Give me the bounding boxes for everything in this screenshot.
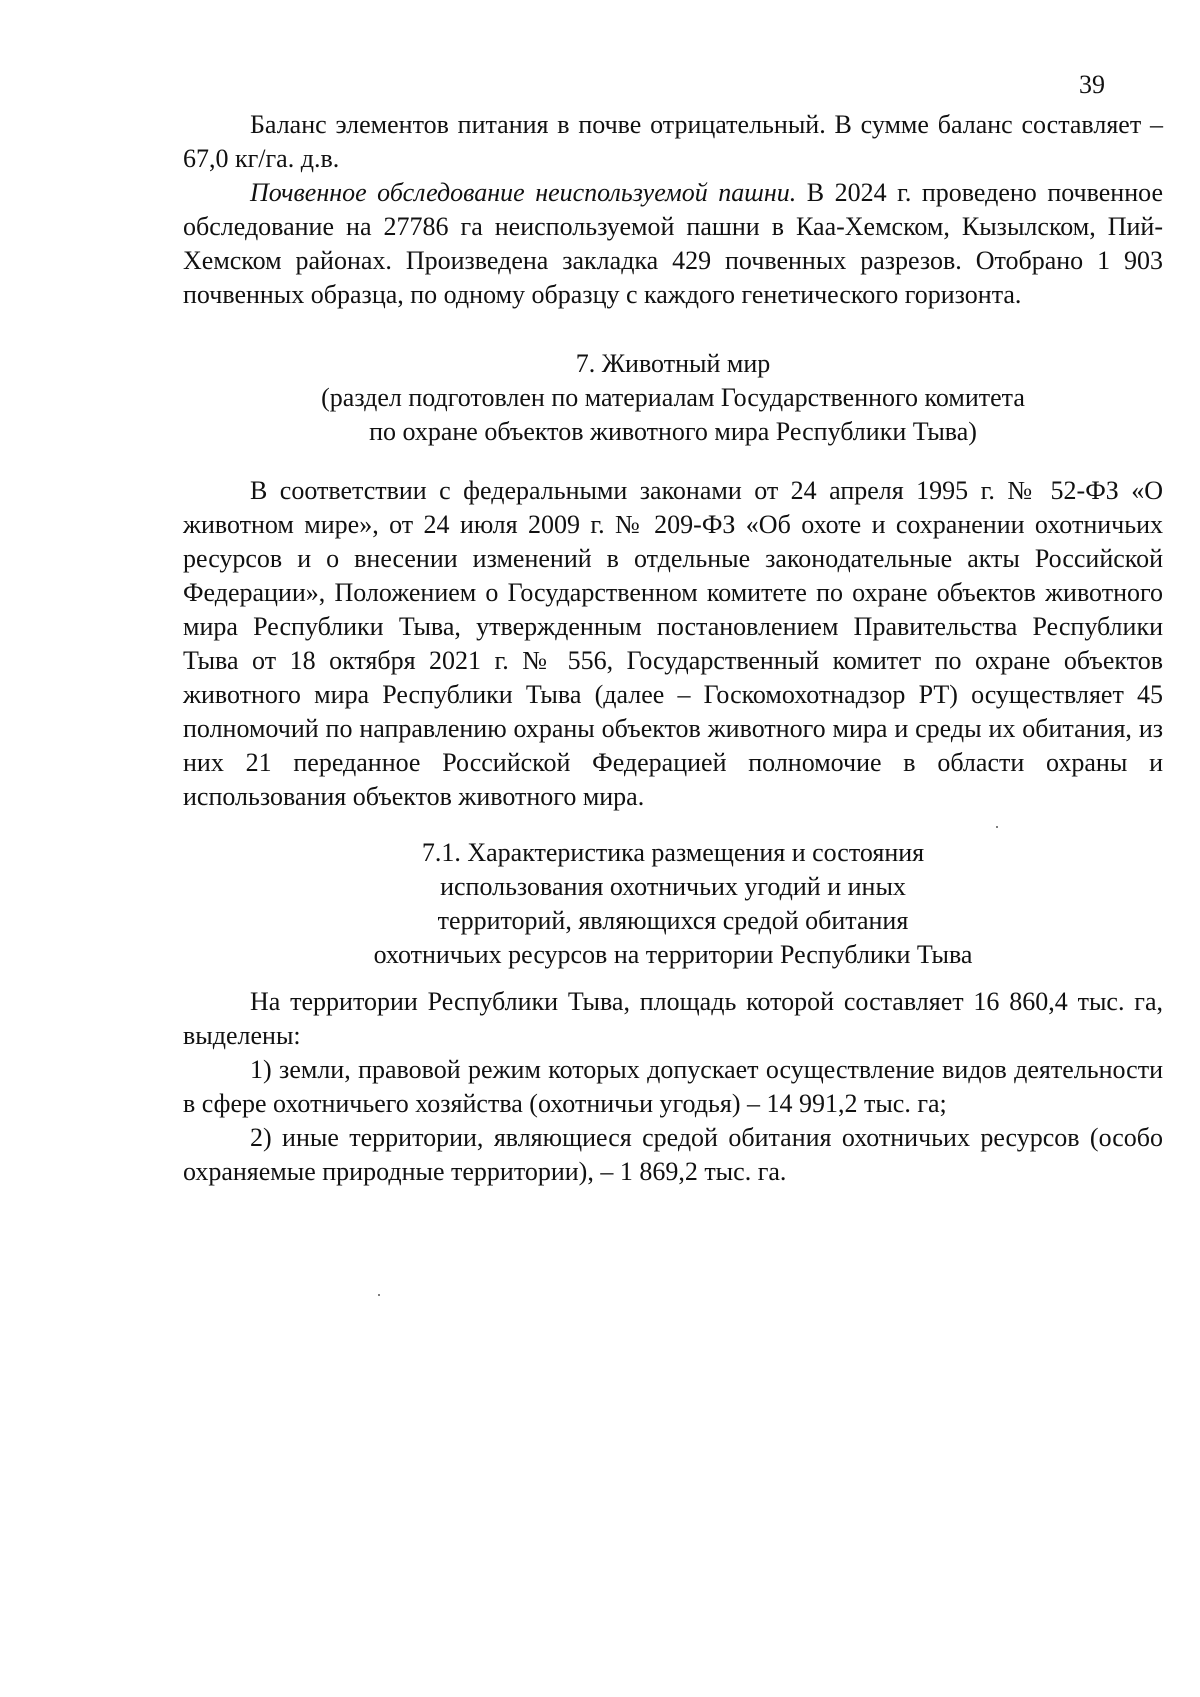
- list-item-protected-territories: 2) иные территории, являющиеся средой обитания охотничьих ресурсов (особо охраняемые природные территории), – 1 869,2 тыс. га.: [183, 1123, 1163, 1186]
- soil-survey-paragraph: [183, 176, 1163, 312]
- list-item-hunting-lands: 1) земли, правовой режим которых допускает осуществление видов деятельности в сфере охотничьего хозяйства (охотничьи угодья) – 14 991,2 тыс. га;: [183, 1055, 1163, 1118]
- section-7-1-title-line1: 7.1. Характеристика размещения и состояния: [421, 838, 925, 867]
- scan-speck: [996, 826, 998, 828]
- section-7-1-heading: [183, 836, 1163, 972]
- scan-speck: [378, 1294, 380, 1296]
- section-7-heading: [183, 347, 1163, 449]
- soil-survey-heading: Почвенное обследование неиспользуемой пашни.: [250, 178, 797, 207]
- soil-survey-text: В 2024 г. проведено почвенное обследование на 27786 га неиспользуемой пашни в Каа-Хемском, Кызылском, Пий-Хемском районах. Произведена закладка 429 почвенных разрезов. Отобрано 1 903 почвенных образца, по одному образцу с каждого генетического горизонта.: [183, 178, 1163, 309]
- section-7-subtitle-line1: (раздел подготовлен по материалам Государственного комитета: [321, 383, 1025, 412]
- section-7-1-title-line3: территорий, являющихся средой обитания: [437, 906, 909, 935]
- section-7-title: 7. Животный мир: [575, 349, 771, 378]
- section-7-1-body: [183, 985, 1163, 1189]
- section-7-1-title-line2: использования охотничьих угодий и иных: [440, 872, 906, 901]
- section-7-1-title-line4: охотничьих ресурсов на территории Республики Тыва: [373, 940, 973, 969]
- intro-block: [183, 108, 1163, 312]
- section-7-subtitle-line2: по охране объектов животного мира Республики Тыва): [369, 417, 977, 446]
- section-7-paragraph: В соответствии с федеральными законами от 24 апреля 1995 г. № 52-ФЗ «О животном мире», от 24 июля 2009 г. № 209-ФЗ «Об охоте и сохранении охотничьих ресурсов и о внесении изменений в отдельные законодательные акты Российской Федерации», Положением о Государственном комитете по охране объектов животного мира Республики Тыва, утвержденным постановлением Правительства Республики Тыва от 18 октября 2021 г. № 556, Государственный комитет по охране объектов животного мира Республики Тыва (далее – Госкомохотнадзор РТ) осуществляет 45 полномочий по направлению охраны объектов животного мира и среды их обитания, из них 21 переданное Российской Федерацией полномочие в области охраны и использования объектов животного мира.: [183, 476, 1163, 811]
- page-number: 39: [1079, 70, 1105, 99]
- nutrient-balance-paragraph: Баланс элементов питания в почве отрицательный. В сумме баланс составляет – 67,0 кг/га. д.в.: [183, 110, 1163, 173]
- section-7-body: [183, 474, 1163, 814]
- territory-area-paragraph: На территории Республики Тыва, площадь которой составляет 16 860,4 тыс. га, выделены:: [183, 987, 1163, 1050]
